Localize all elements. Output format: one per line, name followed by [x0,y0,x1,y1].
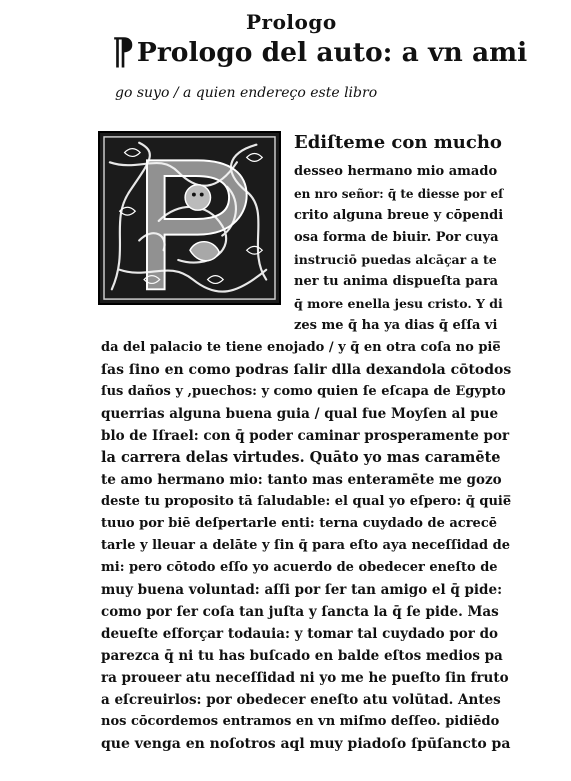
body-line-19: tarle y lleuar a delāte y ſin q̄ para eſto aya neceſſidad de [101,538,510,553]
body-line-25: ra proueer atu neceſſidad ni yo me he pueſto ſin fruto [101,670,509,686]
body-line-1: Ediſteme con mucho [294,132,502,153]
body-line-18: tuuo por biē deſpertarle enti: terna cuydado de acrecē [101,516,498,531]
body-line-28: que venga en noſotros aql muy piadoſo ſpūſancto pa [101,736,511,752]
body-line-21: muy buena voluntad: aſſi por ſer tan amigo el q̄ pide: [101,582,503,598]
body-line-6: instruciō puedas alcāçar a te [294,252,497,267]
title-text: Prologo del auto: a vn ami [136,37,528,68]
body-line-4: crito alguna breue y cōpendi [294,208,504,223]
body-line-26: a eſcreuirlos: por obedecer eneſto atu volūtad. Antes [101,692,501,708]
body-line-5: osa forma de biuir. Por cuya [294,230,499,245]
body-line-8: q̄ more enella jesu cristo. Y di [294,296,503,311]
body-line-9: zes me q̄ ha ya dias q̄ eſſa vi [294,318,498,333]
running-head: Prologo [246,10,337,34]
body-line-2: desseo hermano mio amado [294,164,498,179]
body-line-7: ner tu anima dispueſta para [294,274,499,289]
title-line-2: go suyo / a quien endereço este libro [115,85,378,101]
body-line-11: ſas ſino en como podras ſalir dlla dexandola cōtodos [101,362,512,378]
title-line-1 [112,31,532,73]
body-line-12: ſus daños y ,puechos: y como quien ſe eſcapa de Egypto [101,384,506,399]
body-line-20: mi: pero cōtodo eſſo yo acuerdo de obedecer eneſto de [101,560,498,575]
body-line-27: nos cōcordemos entramos en vn miſmo deſſeo. pidiēdo [101,714,500,729]
body-line-13: querrias alguna buena guia / qual fue Moyſen al pue [101,406,499,422]
body-line-24: parezca q̄ ni tu has buſcado en balde eſtos medios pa [101,648,503,664]
body-line-15: la carrera delas virtudes. Quāto yo mas caramēte [101,449,501,466]
body-line-16: te amo hermano mio: tanto mas enteramēte me gozo [101,472,502,488]
pilcrow-icon: ¶ [112,31,135,73]
body-line-10: da del palacio te tiene enojado / y q̄ en otra coſa no pie̅ [101,340,501,355]
body-line-23: deueſte eſforçar todauia: y tomar tal cuydado por do [101,626,499,642]
decorated-initial-letter-icon [98,131,281,305]
body-line-22: como por ſer coſa tan juſta y ſancta la q̄ ſe pide. Mas [101,604,499,620]
body-line-14: blo de Iſrael: con q̄ poder caminar prosperamente por [101,428,510,444]
body-line-17: deste tu proposito tā ſaludable: el qual yo eſpero: q̄ quie̅ [101,494,512,509]
body-line-3: en nro señor: q̄ te diesse por eſ [294,187,504,201]
